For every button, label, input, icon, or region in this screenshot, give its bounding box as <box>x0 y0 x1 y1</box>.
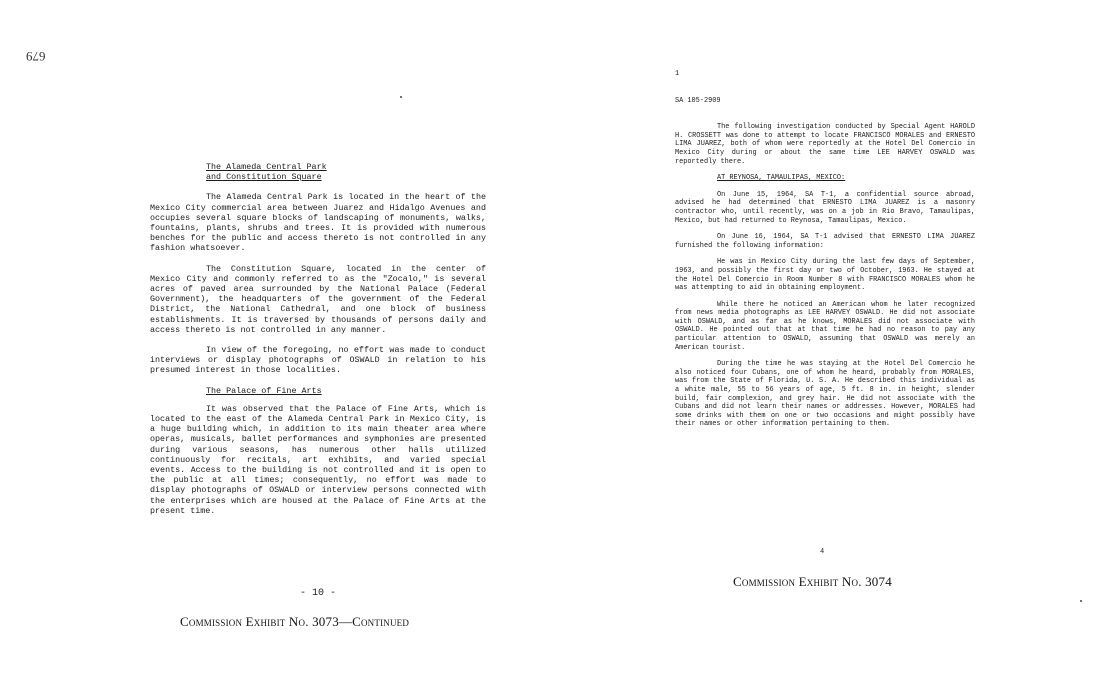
alameda-heading: The Alameda Central Park and Constitution Square <box>206 162 327 183</box>
paragraph: The Constitution Square, located in the center of Mexico City and commonly referred to as the "Zocalo," is several acres of paved area surrounded by the National Palace (Federal Government), the headquarters of the government of the Federal District, the National Cathedral, and one block of business establishments. It is traversed by thousands of persons daily and access thereto is not controlled in any manner. <box>150 263 486 335</box>
exhibit-caption-3074: Commission Exhibit No. 3074 <box>733 574 892 589</box>
paragraph: While there he noticed an American whom he later recognized from news media photographs as LEE HARVEY OSWALD. He did not associate with OSWALD, and as far as he knows, MORALES did not associate with OSWALD. He pointed out that at that time he had no reason to pay any particular attention to OSWALD, assuming that OSWALD was merely an American tourist. <box>675 300 975 352</box>
paragraph: The Alameda Central Park is located in the heart of the Mexico City commercial area between Juarez and Hidalgo Avenues and occupies several square blocks of landscaping of monuments, walks, fountains, plants, shrubs and trees. It is provided with numerous benches for the public and access thereto is not controlled in any fashion whatsoever. <box>150 192 486 254</box>
page-number: 679 <box>26 49 46 64</box>
left-footer-page-number: - 10 - <box>300 588 337 599</box>
paragraph: During the time he was staying at the Hotel Del Comercio he also noticed four Cubans, one of whom he heard, probably from MORALES, was from the State of Florida, U. S. A. He described this individual as a white male, 55 to 56 years of age, 5 ft. 8 in. in height, slender build, fair complexion, and grey hair. He did not associate with the Cubans and did not learn their names or addresses. However, MORALES had some drinks with them on one or two occasions and might possibly have their names or other information pertaining to them. <box>675 360 975 429</box>
exhibit-caption-3073: Commission Exhibit No. 3073—Continued <box>180 614 410 629</box>
paragraph: On June 16, 1964, SA T-1 advised that ERNESTO LIMA JUAREZ furnished the following information: <box>675 233 975 250</box>
right-page-number: 4 <box>820 548 825 556</box>
right-page-body <box>675 70 975 437</box>
paragraph: He was in Mexico City during the last few days of September, 1963, and possibly the first day or two of October, 1963. He stayed at the Hotel Del Comercio in Room Number 8 with FRANCISCO MORALES whom he was attempting to aid in obtaining employment. <box>675 258 975 293</box>
paragraph: In view of the foregoing, no effort was made to conduct interviews or display photographs of OSWALD in relation to his presumed interest in those localities. <box>150 345 486 376</box>
paragraph: On June 15, 1964, SA T-1, a confidential source abroad, advised he had determined that ERNESTO LIMA JUAREZ is a masonry contractor who, until recently, was on a job in Rio Bravo, Tamaulipas, Mexico, but had returned to Reynosa, Tamaulipas, Mexico. <box>675 190 975 225</box>
left-page-body <box>150 162 486 526</box>
palace-heading: The Palace of Fine Arts <box>206 385 322 396</box>
scan-speck <box>400 96 402 98</box>
file-number: SA 105-2909 <box>675 96 721 105</box>
scan-speck <box>1080 600 1082 602</box>
paragraph: The following investigation conducted by Special Agent HAROLD H. CROSSETT was done to attempt to locate FRANCISCO MORALES and ERNESTO LIMA JUAREZ, both of whom were reportedly at the Hotel Del Comercio in Mexico City during or about the same time LEE HARVEY OSWALD was reportedly there. <box>675 123 975 166</box>
reynosa-heading: AT REYNOSA, TAMAULIPAS, MEXICO: <box>717 174 846 183</box>
paragraph: It was observed that the Palace of Fine Arts, which is located to the east of the Alameda Central Park in Mexico City, is a huge building which, in addition to its main theater area where operas, musicals, ballet performances and symphonies are presented during various seasons, has numerous other halls utilized continuously for recitals, art exhibits, and varied special events. Access to the building is not controlled and it is open to the public at all times; consequently, no effort was made to display photographs of OSWALD or interview persons connected with the enterprises which are housed at the Palace of Fine Arts at the present time. <box>150 403 486 516</box>
folio-number: 1 <box>675 70 680 78</box>
